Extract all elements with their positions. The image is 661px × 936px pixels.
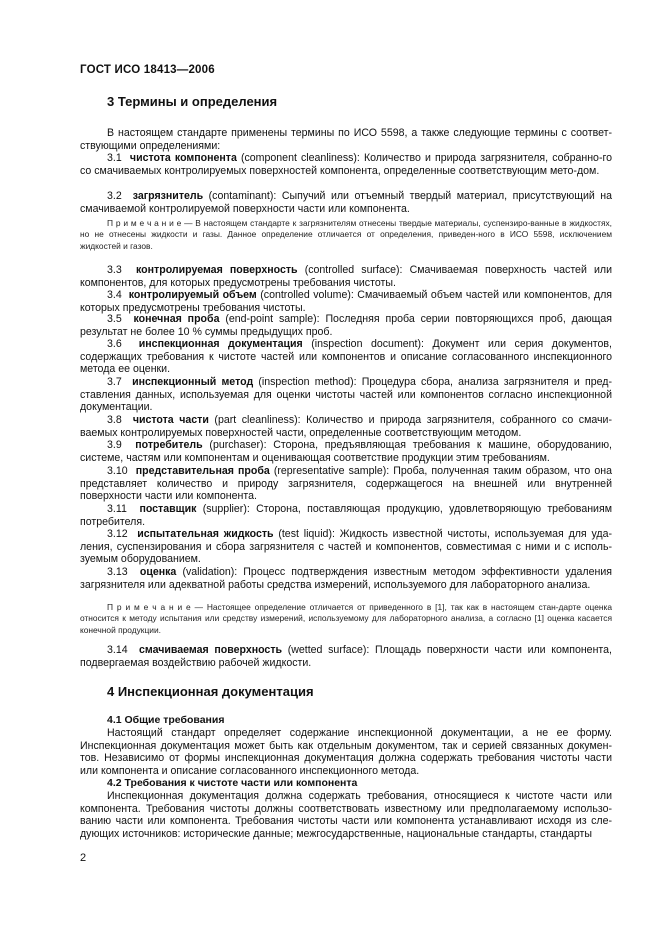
term-definition: (end-point sample): Последняя проба серии повторяющихся проб, дающая результат не более 10 % суммы предыдущих проб. bbox=[80, 313, 613, 338]
subsection-4-1-text: Настоящий стандарт определяет содержание инспекционной документации, а не ее форму. Инспекционная документация может быть как отдельным документом, так и серией связанных докумен-тов. Независимо от формы инспекционная документация должна содержать требования чистоты части или компонента и описание согласованного инспекционного метода. bbox=[80, 727, 612, 777]
term-3-4 bbox=[80, 289, 612, 314]
term-name: загрязнитель bbox=[132, 190, 204, 202]
term-name: чистота компонента bbox=[129, 152, 237, 164]
term-3-2 bbox=[80, 190, 612, 215]
term-name: потребитель bbox=[135, 439, 203, 451]
term-definition: (purchaser): Сторона, предъявляющая требования к машине, оборудованию, системе, частям или компонентам и оценивающая соответствие продукции этим требованиям. bbox=[80, 439, 612, 464]
subsection-4-2-text: Инспекционная документация должна содержать требования, относящиеся к чистоте части или компонента. Требования чистоты должны соответствовать известному или предполагаемому использо-ванию части или компонента. Требования чистоты части или компонента устанавливают исходя из сле-дующих источников: исторические данные; межгосударственные, национальные стандарты, стандарты bbox=[80, 790, 612, 840]
section-3-heading: 3 Термины и определения bbox=[107, 94, 278, 109]
term-3-12 bbox=[80, 528, 612, 566]
section-3-intro: В настоящем стандарте применены термины по ИСО 5598, а также следующие термины с соответ-ствующими определениями: bbox=[80, 127, 612, 152]
note-2: П р и м е ч а н и е — Настоящее определение отличается от приведенного в [1], так как в настоящем стан-дарте оценка относится к методу испытания или средству измерений, используемому для лабораторного анализа, а согласно [1] оценка касается конечной продукции. bbox=[80, 602, 612, 635]
page-number: 2 bbox=[80, 852, 87, 864]
term-3-11 bbox=[80, 503, 612, 528]
term-3-3 bbox=[80, 264, 612, 289]
term-name: конечная проба bbox=[133, 313, 220, 325]
term-name: представительная проба bbox=[135, 465, 270, 477]
term-number: 3.11 bbox=[107, 503, 127, 515]
term-number: 3.6 bbox=[107, 338, 122, 350]
term-number: 3.10 bbox=[107, 465, 128, 477]
term-name: поставщик bbox=[139, 503, 197, 515]
term-definition: (inspection method): Процедура сбора, анализа загрязнителя и пред-ставления данных, используемая для оценки чистоты частей или компонентов согласно инспекционной документации. bbox=[80, 376, 612, 414]
term-number: 3.4 bbox=[107, 289, 122, 301]
term-definition: (representative sample): Проба, полученная таким образом, что она представляет количество и природу загрязнителя, содержащегося на внешней или внутренней поверхности части или компонента. bbox=[80, 465, 613, 503]
term-3-9 bbox=[80, 439, 612, 464]
term-number: 3.9 bbox=[107, 439, 122, 451]
term-name: инспекционная документация bbox=[138, 338, 303, 350]
term-number: 3.7 bbox=[107, 376, 122, 388]
note-1: П р и м е ч а н и е — В настоящем стандарте к загрязнителям отнесены твердые материалы, суспензиро-ванные в жидкостях, но не отнесены жидкости и газы. Данное определение отличается от определения, приведен-ного в ИСО 5598, исключением жидкостей и газов. bbox=[80, 218, 612, 251]
term-definition: (validation): Процесс подтверждения известным методом эффективности удаления загрязнителя или адекватной работы средства измерений, используемого для лабораторного анализа. bbox=[80, 566, 613, 591]
term-definition: (inspection document): Документ или серия документов, содержащих требования к чистоте частей или компонентов и описание согласованного инспекционного метода ее оценки. bbox=[80, 338, 613, 376]
term-definition: (controlled volume): Смачиваемый объем частей или компонентов, для которых предусмотрены требования чистоты. bbox=[80, 289, 612, 314]
term-name: инспекционный метод bbox=[132, 376, 254, 388]
term-definition: (contaminant): Сыпучий или отъемный твердый материал, присутствующий на смачиваемой контролируемой поверхности части или компонента. bbox=[80, 190, 613, 215]
term-3-13 bbox=[80, 566, 612, 591]
term-number: 3.2 bbox=[107, 190, 122, 202]
term-3-7 bbox=[80, 376, 612, 414]
term-number: 3.12 bbox=[107, 528, 128, 540]
term-number: 3.14 bbox=[107, 644, 128, 656]
term-name: испытательная жидкость bbox=[137, 528, 274, 540]
term-name: смачиваемая поверхность bbox=[139, 644, 283, 656]
term-definition: (supplier): Сторона, поставляющая продукцию, удовлетворяющую требованиям потребителя. bbox=[80, 503, 612, 528]
term-name: оценка bbox=[139, 566, 177, 578]
term-definition: (part cleanliness): Количество и природа загрязнителя, собранного со смачи-ваемых контролируемых поверхностей части, определенные соответствующим методом. bbox=[80, 414, 613, 439]
term-3-8 bbox=[80, 414, 612, 439]
term-3-5 bbox=[80, 313, 612, 338]
term-3-14 bbox=[80, 644, 612, 669]
term-3-6 bbox=[80, 338, 612, 376]
term-number: 3.3 bbox=[107, 264, 122, 276]
term-number: 3.13 bbox=[107, 566, 128, 578]
term-3-1 bbox=[80, 152, 612, 177]
term-name: контролируемая поверхность bbox=[136, 264, 298, 276]
term-number: 3.1 bbox=[107, 152, 122, 164]
term-number: 3.5 bbox=[107, 313, 122, 325]
document-header: ГОСТ ИСО 18413—2006 bbox=[80, 64, 215, 76]
term-definition: (test liquid): Жидкость известной чистоты, используемая для уда-ления, суспензирования и сбора загрязнителя с частей и компонентов, совместимая с ними и с исполь-зуемым оборудованием. bbox=[80, 528, 612, 566]
term-definition: (wetted surface): Площадь поверхности части или компонента, подвергаемая воздействию рабочей жидкости. bbox=[80, 644, 612, 669]
term-name: чистота части bbox=[132, 414, 209, 426]
section-4-heading: 4 Инспекционная документация bbox=[107, 684, 314, 699]
term-3-10 bbox=[80, 465, 612, 503]
term-definition: (component cleanliness): Количество и природа загрязнителя, собранно-го со смачиваемых контролируемых поверхностей компонента, определенные соответствующим мето-дом. bbox=[80, 152, 612, 177]
term-number: 3.8 bbox=[107, 414, 122, 426]
subsection-4-2-heading: 4.2 Требования к чистоте части или компонента bbox=[107, 777, 358, 789]
subsection-4-1-heading: 4.1 Общие требования bbox=[107, 714, 225, 726]
term-definition: (controlled surface): Смачиваемая поверхность частей или компонентов, для которых предусмотрены требования чистоты. bbox=[80, 264, 613, 289]
term-name: контролируемый объем bbox=[128, 289, 257, 301]
